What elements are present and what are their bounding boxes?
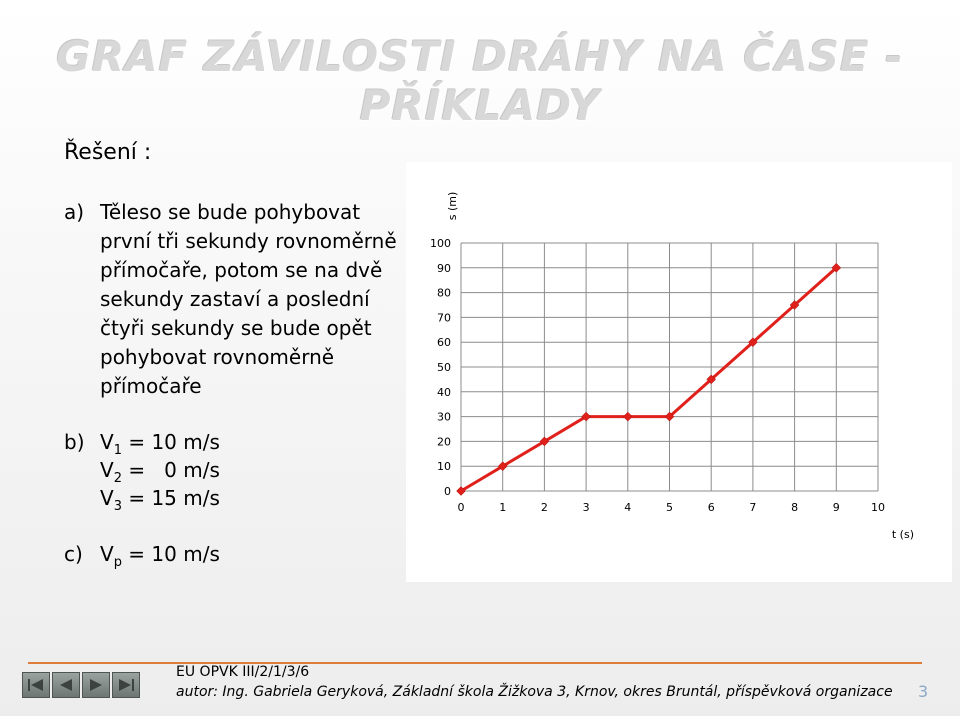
slide-title: GRAF ZÁVILOSTI DRÁHY NA ČASE - PŘÍKLADY bbox=[56, 32, 904, 130]
velocity-average: $V_p = 10$ m/s bbox=[100, 542, 220, 570]
x-tick-label: 1 bbox=[499, 501, 507, 514]
answer-c bbox=[64, 540, 384, 570]
x-tick-label: 4 bbox=[624, 501, 632, 514]
first-slide-button[interactable] bbox=[22, 672, 50, 698]
next-slide-button[interactable] bbox=[82, 672, 110, 698]
first-icon bbox=[27, 677, 45, 693]
y-axis-label: s (m) bbox=[446, 191, 459, 221]
series-line bbox=[461, 268, 836, 491]
y-tick-label: 40 bbox=[437, 385, 451, 399]
last-icon bbox=[117, 677, 135, 693]
x-tick-label: 3 bbox=[582, 501, 590, 514]
answer-a-line: Těleso se bude pohybovat bbox=[100, 200, 361, 224]
answer-a-line: sekundy zastaví a poslední bbox=[100, 287, 370, 311]
answer-a-line: pohybovat rovnoměrně bbox=[100, 345, 335, 369]
footer-project-code: EU OPVK III/2/1/3/6 bbox=[176, 664, 310, 680]
x-tick-label: 0 bbox=[457, 501, 465, 514]
x-tick-label: 6 bbox=[707, 501, 715, 514]
last-slide-button[interactable] bbox=[112, 672, 140, 698]
x-axis-label: t (s) bbox=[891, 528, 914, 541]
slide-navigation bbox=[22, 672, 140, 698]
y-tick-label: 100 bbox=[430, 237, 451, 250]
next-icon bbox=[87, 677, 105, 693]
y-tick-label: 90 bbox=[437, 261, 451, 275]
y-tick-label: 60 bbox=[437, 336, 451, 350]
answer-a-text bbox=[100, 198, 400, 401]
answer-a-label: a) bbox=[64, 200, 85, 224]
prev-icon bbox=[57, 677, 75, 693]
answer-a-line: přímočaře bbox=[100, 374, 202, 398]
y-tick-label: 80 bbox=[437, 286, 451, 300]
y-tick-label: 30 bbox=[437, 410, 451, 424]
data-point bbox=[623, 412, 632, 421]
x-tick-label: 2 bbox=[540, 501, 548, 514]
answer-c-label: c) bbox=[64, 542, 83, 566]
answer-a-line: přímočaře, potom se na dvě bbox=[100, 258, 383, 282]
distance-time-chart bbox=[406, 162, 952, 582]
chart-panel bbox=[406, 162, 952, 582]
x-tick-label: 10 bbox=[871, 501, 885, 514]
x-tick-label: 8 bbox=[791, 501, 799, 514]
x-tick-label: 7 bbox=[749, 501, 757, 514]
footer-author: autor: Ing. Gabriela Geryková, Základní škola Žižkova 3, Krnov, okres Bruntál, příspěvková organizace bbox=[176, 684, 893, 700]
solution-heading: Řešení : bbox=[64, 140, 152, 165]
answer-a-line: čtyři sekundy se bude opět bbox=[100, 316, 372, 340]
velocity-1: $V_1 = 10$ m/s bbox=[100, 430, 220, 458]
answer-b bbox=[64, 428, 384, 518]
y-tick-label: 50 bbox=[437, 361, 451, 374]
series-polyline bbox=[461, 268, 836, 491]
footer-divider bbox=[28, 662, 922, 664]
page-number: 3 bbox=[918, 682, 929, 701]
y-tick-label: 10 bbox=[437, 460, 451, 474]
y-tick-label: 0 bbox=[444, 485, 451, 498]
answer-b-label: b) bbox=[64, 430, 85, 454]
x-tick-labels bbox=[458, 501, 886, 514]
y-tick-labels bbox=[430, 237, 451, 498]
x-tick-label: 5 bbox=[666, 501, 673, 514]
velocity-3: $V_3 = 15$ m/s bbox=[100, 486, 220, 514]
answer-a-line: první tři sekundy rovnoměrně bbox=[100, 229, 397, 253]
y-tick-label: 70 bbox=[437, 311, 451, 325]
previous-slide-button[interactable] bbox=[52, 672, 80, 698]
x-tick-label: 9 bbox=[832, 501, 840, 514]
y-tick-label: 20 bbox=[437, 435, 451, 449]
velocity-2: $V_2 = 0$ m/s bbox=[100, 458, 220, 486]
answer-a bbox=[64, 198, 404, 408]
